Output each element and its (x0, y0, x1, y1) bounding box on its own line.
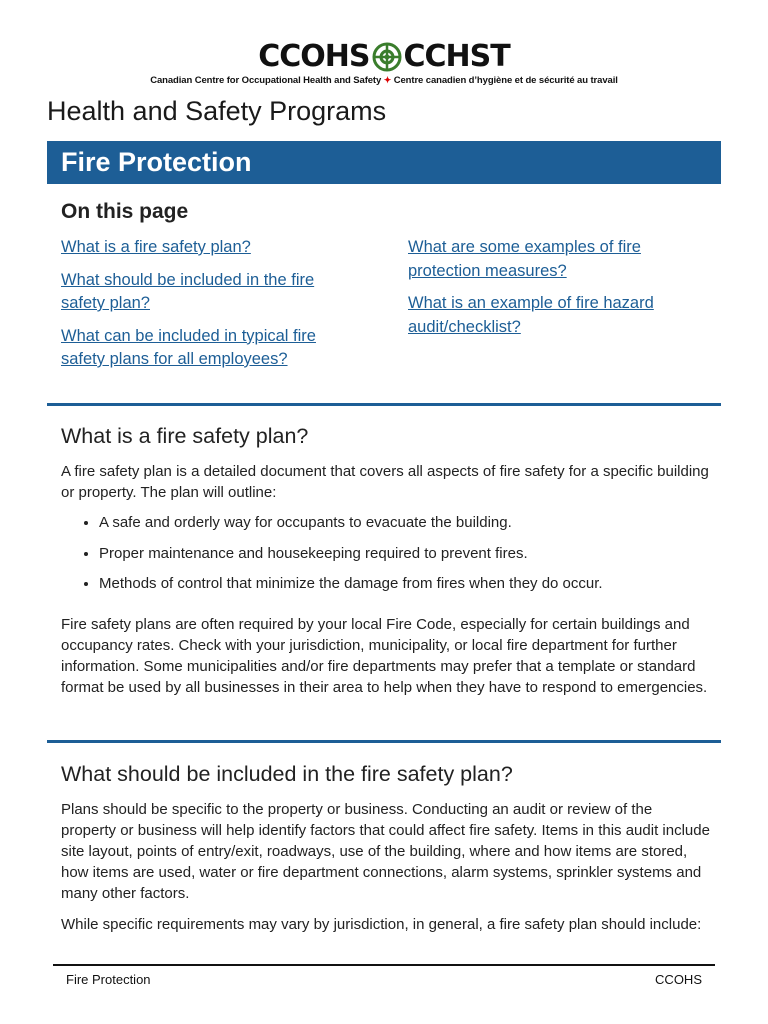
logo-subtitle-fr: Centre canadien d’hygiène et de sécurité au travail (393, 75, 618, 86)
section1-intro: A fire safety plan is a detailed document that covers all aspects of fire safety for a specific building or property. The plan will outline: (61, 463, 709, 501)
on-this-page-heading: On this page (61, 200, 189, 223)
toc-right-column (408, 236, 698, 348)
logo-ccohs-text: CCOHS (258, 39, 370, 74)
toc-link-what-included[interactable]: What should be included in the fire safety plan? (61, 270, 315, 312)
page-title: Fire Protection (61, 147, 252, 177)
section1-paragraph: Fire safety plans are often required by your local Fire Code, especially for certain buildings and occupancy rates. Check with your jurisdiction, municipality, or local fire department for further information. Some municipalities and/or fire departments may prefer that a template or standard format be used by all businesses in their area to help when they have to respond to emergencies. (61, 616, 708, 696)
footer-org: CCOHS (655, 972, 702, 987)
section2-paragraph-2: While specific requirements may vary by jurisdiction, in general, a fire safety plan should include: (61, 916, 702, 933)
section-heading-what-is-plan: What is a fire safety plan? (61, 424, 309, 448)
ccohs-emblem-icon (372, 42, 402, 72)
section-heading-what-included: What should be included in the fire safety plan? (61, 762, 513, 786)
footer-title: Fire Protection (66, 972, 151, 987)
logo-subtitle-en: Canadian Centre for Occupational Health and Safety (150, 75, 382, 86)
toc-left-column (61, 236, 351, 381)
toc-link-hazard-audit[interactable]: What is an example of fire hazard audit/checklist? (408, 294, 654, 336)
section-divider (47, 740, 721, 743)
section2-paragraph-1: Plans should be specific to the property or business. Conducting an audit or review of the property or business will help identify factors that could affect fire safety. Items in this audit include site layout, points of entry/exit, roadways, use of the building, where and how items are stored, how items are used, water or fire department connections, alarm systems, sprinkler systems and many other factors. (61, 801, 710, 902)
toc-link-protection-measures[interactable]: What are some examples of fire protection measures? (408, 238, 641, 280)
page-title-banner (47, 141, 721, 184)
logo-cchst-text: CCHST (403, 39, 510, 74)
footer-divider (53, 964, 715, 966)
logo-subtitle (0, 75, 768, 86)
list-item: • Proper maintenance and housekeeping required to prevent fires. (99, 543, 719, 564)
list-item: • A safe and orderly way for occupants to evacuate the building. (99, 512, 719, 533)
section1-bullet-list (61, 512, 719, 604)
list-item: • Methods of control that minimize the damage from fires when they do occur. (99, 573, 719, 594)
maple-leaf-icon: ✦ (383, 75, 392, 85)
section-divider (47, 403, 721, 406)
toc-link-what-is-plan[interactable]: What is a fire safety plan? (61, 238, 251, 256)
toc-link-typical-plans[interactable]: What can be included in typical fire safety plans for all employees? (61, 326, 316, 368)
program-title: Health and Safety Programs (47, 96, 387, 126)
ccohs-logo (0, 40, 768, 86)
